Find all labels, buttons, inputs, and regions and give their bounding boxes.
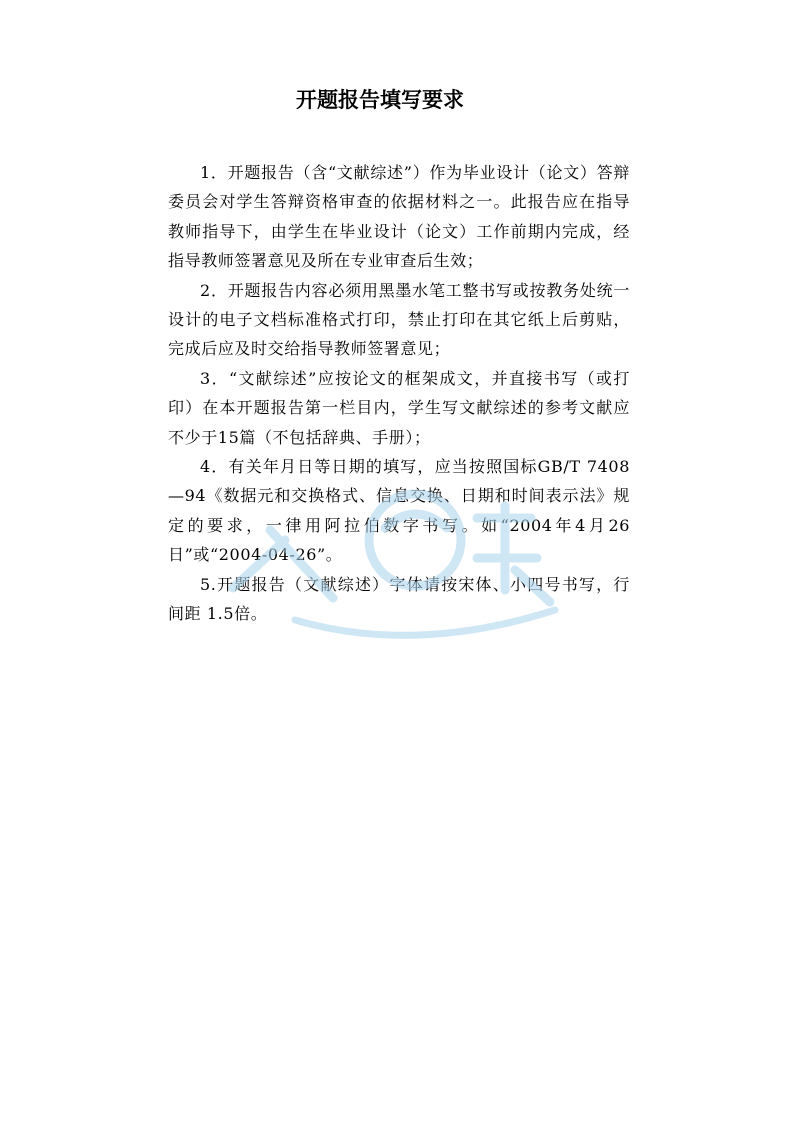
- requirement-paragraph-5: 5.开题报告（文献综述）字体请按宋体、小四号书写，行间距 1.5倍。: [168, 574, 630, 624]
- requirement-paragraph-2: 2．开题报告内容必须用黑墨水笔工整书写或按教务处统一设计的电子文档标准格式打印，禁止打印在其它纸上后剪贴，完成后应及时交给指导教师签署意见；: [168, 280, 630, 359]
- page-title: 开题报告填写要求: [296, 88, 464, 112]
- requirement-paragraph-3: 3．“文献综述”应按论文的框架成文，并直接书写（或打印）在本开题报告第一栏目内，学生写文献综述的参考文献应不少于15篇（不包括辞典、手册）；: [168, 368, 630, 447]
- requirement-paragraph-4: 4．有关年月日等日期的填写，应当按照国标GB/T 7408—94《数据元和交换格式、信息交换、日期和时间表示法》规定的要求，一律用阿拉伯数字书写。如“2004年4月26日”或“2004-04-26”。: [168, 457, 630, 565]
- requirements-body: [168, 158, 630, 629]
- requirement-paragraph-1: 1．开题报告（含“文献综述”）作为毕业设计（论文）答辩委员会对学生答辩资格审查的依据材料之一。此报告应在指导教师指导下，由学生在毕业设计（论文）工作前期内完成，经指导教师签署意见及所在专业审查后生效；: [168, 163, 630, 271]
